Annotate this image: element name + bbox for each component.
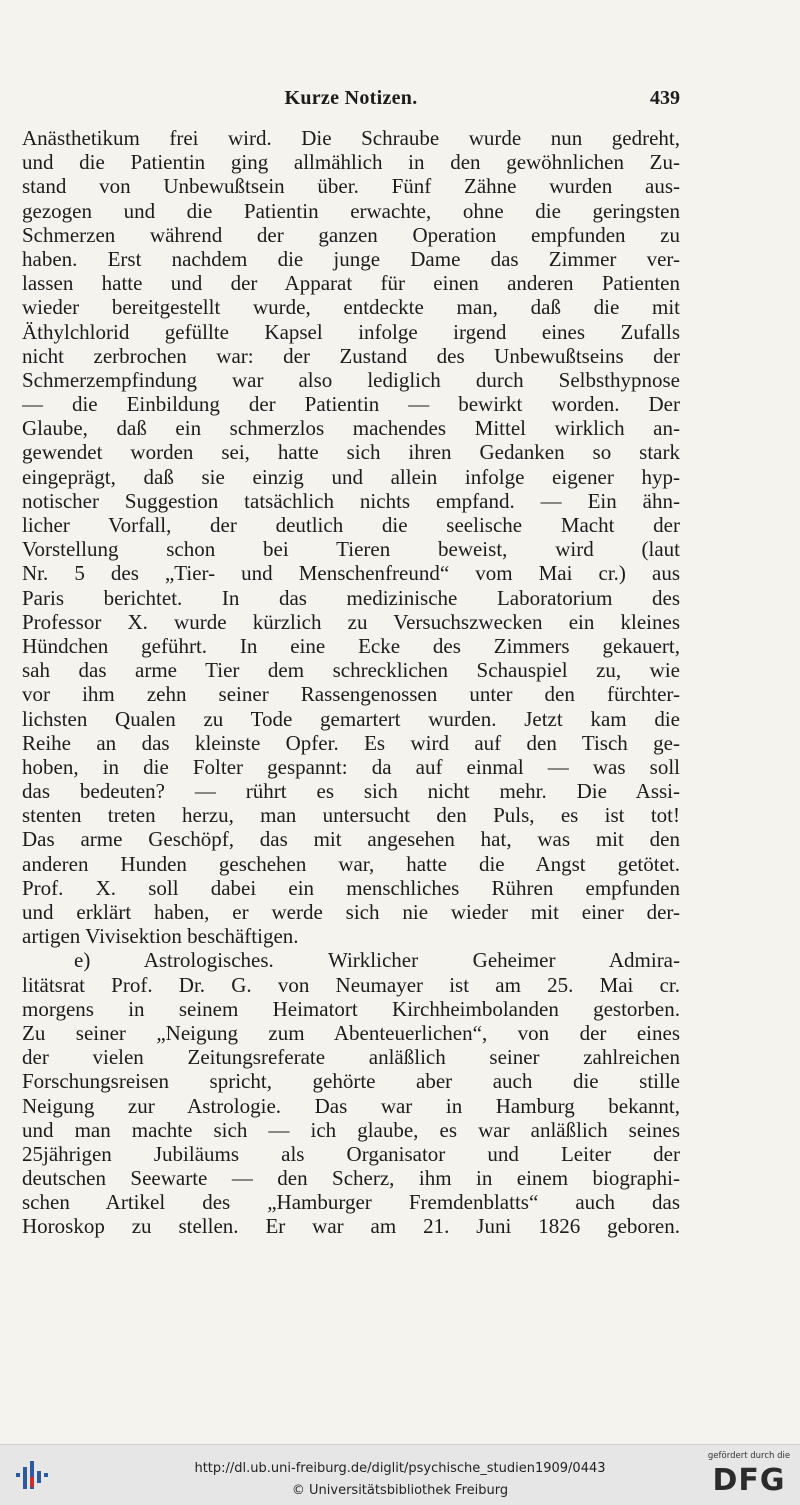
text-line: Forschungsreisen spricht, gehörte aber auch die stille	[22, 1069, 680, 1094]
text-line: deutschen Seewarte — den Scherz, ihm in einem biographi-	[22, 1166, 680, 1191]
text-line: stenten treten herzu, man untersucht den Puls, es ist tot!	[22, 803, 680, 828]
footer-url[interactable]: http://dl.ub.uni-freiburg.de/diglit/psychische_studien1909/0443	[194, 1461, 606, 1476]
text-line: Anästhetikum frei wird. Die Schraube wurde nun gedreht,	[22, 126, 680, 150]
text-line: gezogen und die Patientin erwachte, ohne die geringsten	[22, 198, 680, 223]
text-line: und die Patientin ging allmählich in den gewöhnlichen Zu-	[22, 150, 680, 175]
text-line: morgens in seinem Heimatort Kirchheimbolanden gestorben.	[22, 996, 680, 1021]
text-line: anderen Hunden geschehen war, hatte die Angst getötet.	[22, 851, 680, 876]
text-line: Zu seiner „Neigung zum Abenteuerlichen“, von der eines	[22, 1020, 680, 1045]
text-line: nicht zerbrochen war: der Zustand des Unbewußtseins der	[22, 343, 680, 368]
running-head-title: Kurze Notizen.	[284, 87, 418, 109]
text-line: Neigung zur Astrologie. Das war in Hamburg bekannt,	[22, 1093, 680, 1118]
text-line: Reihe an das kleinste Opfer. Es wird auf den Tisch ge-	[22, 730, 680, 755]
text-line: schen Artikel des „Hamburger Fremdenblatts“ auch das	[22, 1190, 680, 1215]
text-line: Horoskop zu stellen. Er war am 21. Juni 1826 geboren.	[22, 1214, 680, 1239]
text-line: — die Einbildung der Patientin — bewirkt worden. Der	[22, 392, 680, 417]
text-line: Hündchen geführt. In eine Ecke des Zimmers gekauert,	[22, 633, 680, 658]
text-line: 25jährigen Jubiläums als Organisator und Leiter der	[22, 1141, 680, 1166]
text-line: Nr. 5 des „Tier- und Menschenfreund“ vom Mai cr.) aus	[22, 561, 680, 586]
text-line: und erklärt haben, er werde sich nie wieder mit einer der-	[22, 900, 680, 924]
page-number: 439	[650, 87, 680, 109]
running-head	[22, 82, 680, 114]
text-line: Das arme Geschöpf, das mit angesehen hat, was mit den	[22, 827, 680, 852]
text-line: der vielen Zeitungsreferate anläßlich seiner zahlreichen	[22, 1045, 680, 1070]
text-line: wieder bereitgestellt wurde, entdeckte man, daß die mit	[22, 295, 680, 320]
text-line: artigen Vivisektion beschäftigen.	[22, 924, 299, 949]
sponsor-note: gefördert durch die	[707, 1451, 791, 1461]
text-line: lassen hatte und der Apparat für einen anderen Patienten	[22, 271, 680, 296]
text-line: Vorstellung schon bei Tieren beweist, wird (laut	[22, 537, 680, 562]
text-line: licher Vorfall, der deutlich die seelische Macht der	[22, 513, 680, 537]
body-text	[22, 126, 680, 1239]
text-line: sah das arme Tier dem schrecklichen Schauspiel zu, wie	[22, 658, 680, 683]
text-line: stand von Unbewußtsein über. Fünf Zähne wurden aus-	[22, 174, 680, 199]
text-line: vor ihm zehn seiner Rassengenossen unter den fürchter-	[22, 682, 680, 707]
text-line: hoben, in die Folter gespannt: da auf einmal — was soll	[22, 754, 680, 779]
digital-library-logo-icon	[14, 1457, 54, 1493]
text-line: und man machte sich — ich glaube, es war anläßlich seines	[22, 1117, 680, 1142]
text-line: Paris berichtet. In das medizinische Laboratorium des	[22, 585, 680, 610]
text-line: litätsrat Prof. Dr. G. von Neumayer ist am 25. Mai cr.	[22, 972, 680, 997]
text-line: lichsten Qualen zu Tode gemartert wurden. Jetzt kam die	[22, 706, 680, 731]
text-line: Schmerzempfindung war also lediglich durch Selbsthypnose	[22, 367, 680, 392]
text-line: haben. Erst nachdem die junge Dame das Zimmer ver-	[22, 246, 680, 271]
section-heading-line: e) Astrologisches. Wirklicher Geheimer Admira-	[74, 948, 680, 973]
text-line: das bedeuten? — rührt es sich nicht mehr. Die Assi-	[22, 779, 680, 804]
dfg-sponsor	[704, 1451, 794, 1501]
dfg-logo: DFG	[712, 1463, 786, 1498]
text-line: Glaube, daß ein schmerzlos machendes Mittel wirklich an-	[22, 416, 680, 441]
text-line: Professor X. wurde kürzlich zu Versuchszwecken ein kleines	[22, 609, 680, 634]
footer-bar	[0, 1444, 800, 1505]
text-line: eingeprägt, daß sie einzig und allein infolge eigener hyp-	[22, 464, 680, 489]
text-line: Schmerzen während der ganzen Operation empfunden zu	[22, 222, 680, 247]
text-line: gewendet worden sei, hatte sich ihren Gedanken so stark	[22, 440, 680, 465]
text-line: Prof. X. soll dabei ein menschliches Rühren empfunden	[22, 875, 680, 900]
text-line: Äthylchlorid gefüllte Kapsel infolge irgend eines Zufalls	[22, 319, 680, 344]
text-line: notischer Suggestion tatsächlich nichts empfand. — Ein ähn-	[22, 488, 680, 513]
footer-copyright: © Universitätsbibliothek Freiburg	[291, 1483, 509, 1498]
